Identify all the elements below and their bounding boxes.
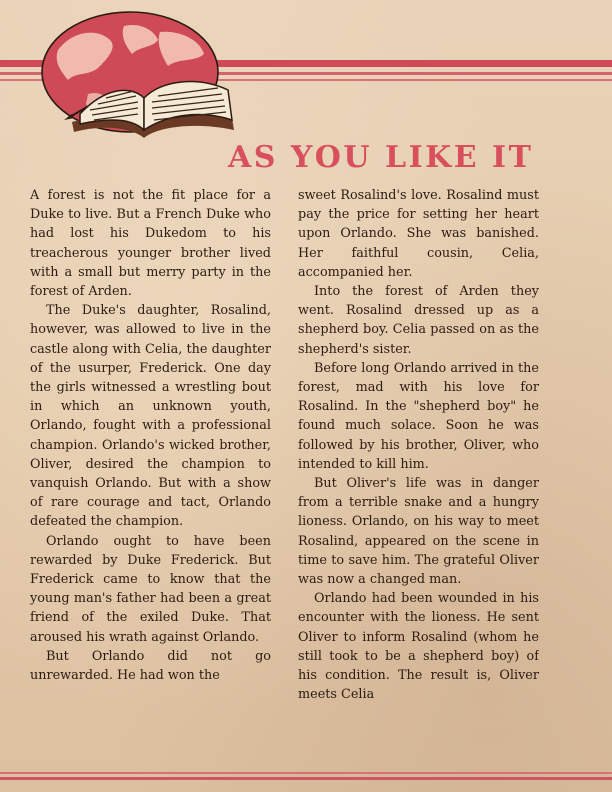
footer-band xyxy=(0,777,612,780)
paragraph: But Orlando did not go unrewarded. He had won the xyxy=(30,648,271,684)
paragraph: But Oliver's life was in danger from a terrible snake and a hungry lioness. Orlando, on his way to meet Rosalind, appeared on the scene in time to save him. The grateful Oliver was now a changed man. xyxy=(298,476,539,588)
open-book-on-globe-icon xyxy=(28,10,238,145)
paragraph: The Duke's daughter, Rosalind, however, was allowed to live in the castle along with Celia, the daughter of the usurper, Frederick. One day the girls witnessed a wrestling bout in which an unknown youth, Orlando, fought with a professional champion. Orlando's wicked brother, Oliver, desired the champion to vanquish Orlando. But with a show of rare courage and tact, Orlando defeated the champion. xyxy=(30,303,271,530)
paragraph: Orlando ought to have been rewarded by Duke Frederick. But Frederick came to know that the young man's father had been a great friend of the exiled Duke. That aroused his wrath against Orlando. xyxy=(30,533,271,645)
story-column-left xyxy=(30,186,271,766)
footer-band-hairline xyxy=(0,772,612,774)
paragraph: A forest is not the fit place for a Duke to live. But a French Duke who had lost his Dukedom to his treacherous younger brother lived with a small but merry party in the forest of Arden. xyxy=(30,188,271,300)
story-column-right xyxy=(298,186,539,766)
paragraph: Into the forest of Arden they went. Rosalind dressed up as a shepherd boy. Celia passed on as the shepherd's sister. xyxy=(298,284,539,357)
paragraph: Before long Orlando arrived in the forest, mad with his love for Rosalind. In the "shepherd boy" he found much solace. Soon he was followed by his brother, Oliver, who intended to kill him. xyxy=(298,360,539,472)
paragraph: Orlando had been wounded in his encounter with the lioness. He sent Oliver to inform Rosalind (whom he still took to be a shepherd boy) of his condition. The result is, Oliver meets Celia xyxy=(298,591,539,703)
page-title: AS YOU LIKE IT xyxy=(228,140,534,175)
paragraph: sweet Rosalind's love. Rosalind must pay the price for setting her heart upon Orlando. She was banished. Her faithful cousin, Celia, accompanied her. xyxy=(298,188,539,280)
